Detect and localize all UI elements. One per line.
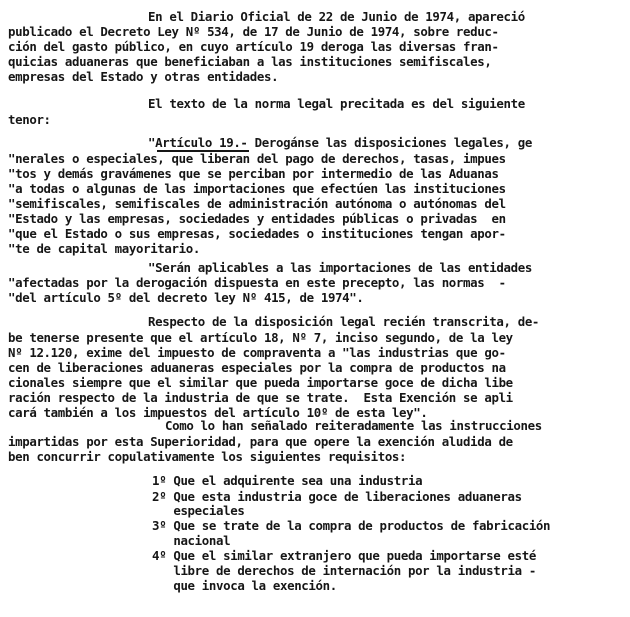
list-item: 4º Que el similar extranjero que pueda importarse esté xyxy=(152,548,536,563)
text-line: "Estado y las empresas, sociedades y entidades públicas o privadas en xyxy=(8,211,506,226)
list-item: 3º Que se trate de la compra de productos de fabricación xyxy=(152,518,551,533)
text-line: En el Diario Oficial de 22 de Junio de 1974, apareció xyxy=(148,9,525,24)
list-item: nacional xyxy=(152,533,231,548)
text-line: Como lo han señalado reiteradamente las instrucciones xyxy=(165,418,542,433)
text-line: be tenerse presente que el artículo 18, Nº 7, inciso segundo, de la ley xyxy=(8,330,513,345)
text-line: ben concurrir copulativamente los siguientes requisitos: xyxy=(8,449,407,464)
text-line: Respecto de la disposición legal recién transcrita, de- xyxy=(148,314,540,329)
text-line: "del artículo 5º del decreto ley Nº 415, de 1974". xyxy=(8,290,364,305)
text-line: tenor: xyxy=(8,112,51,127)
list-item: especiales xyxy=(152,503,245,518)
text-line: empresas del Estado y otras entidades. xyxy=(8,69,279,84)
text-line: "nerales o especiales, que liberan del pago de derechos, tasas, impues xyxy=(8,151,506,166)
text-line: El texto de la norma legal precitada es del siguiente xyxy=(148,96,525,111)
text-line: cará también a los impuestos del artículo 10º de esta ley". xyxy=(8,405,428,420)
text-line: "Serán aplicables a las importaciones de las entidades xyxy=(148,260,532,275)
text-line: "afectadas por la derogación dispuesta en este precepto, las normas - xyxy=(8,275,506,290)
list-item: libre de derechos de internación por la industria - xyxy=(152,563,536,578)
text-line: quicias aduaneras que beneficiaban a las instituciones semifiscales, xyxy=(8,54,492,69)
text-line: "a todas o algunas de las importaciones que efectúen las instituciones xyxy=(8,181,506,196)
text-line: cionales siempre que el similar que pueda importarse goce de dicha libe xyxy=(8,375,513,390)
text-line: "te de capital mayoritario. xyxy=(8,241,200,256)
text-line: ración respecto de la industria de que se trate. Esta Exención se apli xyxy=(8,390,513,405)
text-line: "que el Estado o sus empresas, sociedades o instituciones tengan apor- xyxy=(8,226,506,241)
text-line: cen de liberaciones aduaneras especiales por la compra de productos na xyxy=(8,360,506,375)
list-item: 1º Que el adquirente sea una industria xyxy=(152,473,423,488)
list-item: que invoca la exención. xyxy=(152,578,337,593)
list-item: 2º Que esta industria goce de liberaciones aduaneras xyxy=(152,489,522,504)
text-line: impartidas por esta Superioridad, para que opere la exención aludida de xyxy=(8,434,513,449)
text-line: ción del gasto público, en cuyo artículo 19 deroga las diversas fran- xyxy=(8,39,499,54)
text-line: "semifiscales, semifiscales de administración autónoma o autónomas del xyxy=(8,196,506,211)
text-line: "Artículo 19.- Derogánse las disposiciones legales, ge xyxy=(148,135,532,150)
text-line: Nº 12.120, exime del impuesto de compraventa a "las industrias que go- xyxy=(8,345,506,360)
text-line: "tos y demás gravámenes que se perciban por intermedio de las Aduanas xyxy=(8,166,499,181)
text-line: publicado el Decreto Ley Nº 534, de 17 de Junio de 1974, sobre reduc- xyxy=(8,24,499,39)
